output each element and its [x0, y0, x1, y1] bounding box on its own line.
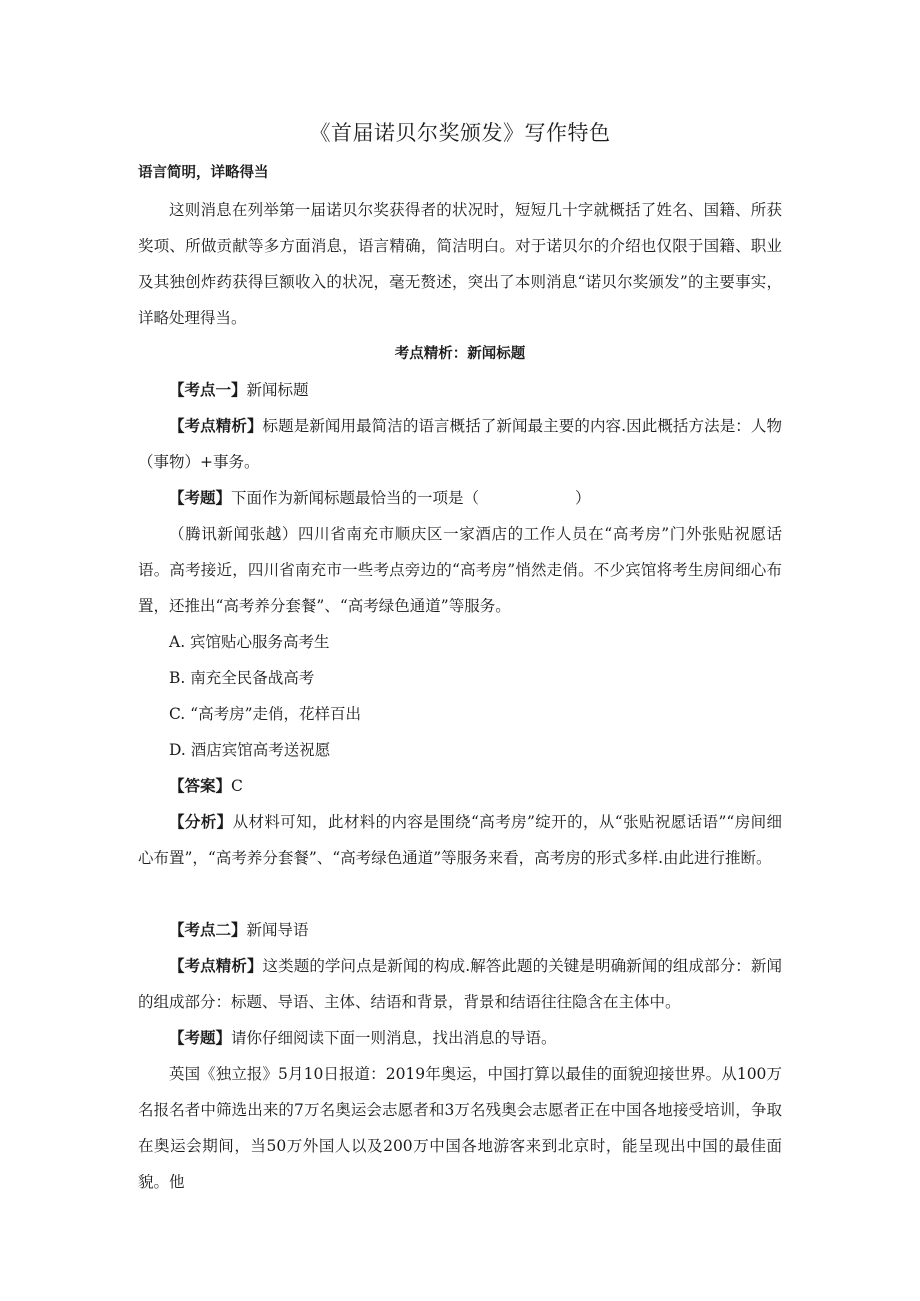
point2-analysis-text: 这类题的学问点是新闻的构成.解答此题的关键是明确新闻的组成部分：新闻的组成部分：标题、导语、主体、结语和背景，背景和结语往往隐含在主体中。	[138, 957, 782, 1011]
option-d: D. 酒店宾馆高考送祝愿	[169, 741, 331, 759]
question1-text-after: ）	[575, 489, 591, 507]
point2-line	[138, 912, 782, 948]
question1-line	[138, 480, 782, 516]
point1-bracket: 【考点一】	[169, 380, 247, 399]
question1-text-before: 下面作为新闻标题最恰当的一项是（	[231, 489, 480, 507]
point2-analysis-bracket: 【考点精析】	[169, 956, 263, 975]
question2-bracket: 【考题】	[169, 1028, 232, 1047]
analysis-text: 从材料可知，此材料的内容是围绕“高考房”绽开的，从“张贴祝愿话语”“房间细心布置”，“高考养分套餐”、“高考绿色通道”等服务来看，高考房的形式多样.由此进行推断。	[138, 813, 782, 867]
analysis-paragraph	[138, 804, 782, 876]
page-title: 《首届诺贝尔奖颁发》写作特色	[309, 121, 611, 145]
news2-paragraph: 英国《独立报》5月10日报道：2019年奥运，中国打算以最佳的面貌迎接世界。从100万名报名者中筛选出来的7万名奥运会志愿者和3万名残奥会志愿者正在中国各地接受培训，争取在奥运会期间，当50万外国人以及200万中国各地游客来到北京时，能呈现出中国的最佳面貌。他	[138, 1065, 782, 1191]
point1-text: 新闻标题	[246, 381, 309, 399]
answer-line	[138, 768, 782, 804]
point2-text: 新闻导语	[246, 921, 309, 939]
question2-line	[138, 1020, 782, 1056]
question1-bracket: 【考题】	[169, 488, 232, 507]
point2-bracket: 【考点二】	[169, 920, 247, 939]
point2-analysis	[138, 948, 782, 1020]
option-b: B. 南充全民备战高考	[169, 669, 315, 687]
answer-bracket: 【答案】	[169, 776, 232, 795]
intro-paragraph: 这则消息在列举第一届诺贝尔奖获得者的状况时，短短几十字就概括了姓名、国籍、所获奖项、所做贡献等多方面消息，语言精确，简洁明白。对于诺贝尔的介绍也仅限于国籍、职业及其独创炸药获得巨额收入的状况，毫无赘述，突出了本则消息“诺贝尔奖颁发”的主要事实，详略处理得当。	[138, 201, 782, 327]
point1-line	[138, 372, 782, 408]
news1-paragraph: （腾讯新闻张越）四川省南充市顺庆区一家酒店的工作人员在“高考房”门外张贴祝愿话语。高考接近，四川省南充市一些考点旁边的“高考房”悄然走俏。不少宾馆将考生房间细心布置，还推出“高考养分套餐”、“高考绿色通道”等服务。	[138, 525, 782, 615]
answer-text: C	[231, 777, 243, 795]
option-a: A. 宾馆贴心服务高考生	[169, 633, 330, 651]
section-heading: 语言简明，详略得当	[138, 165, 269, 181]
question2-text: 请你仔细阅读下面一则消息，找出消息的导语。	[231, 1029, 557, 1047]
analysis-bracket: 【分析】	[169, 812, 233, 831]
analysis-heading: 考点精析：新闻标题	[394, 346, 526, 362]
point1-analysis-text: 标题是新闻用最简洁的语言概括了新闻最主要的内容.因此概括方法是：人物（事物）+事务。	[138, 417, 782, 471]
point1-analysis-bracket: 【考点精析】	[169, 416, 263, 435]
option-c: C. “高考房”走俏，花样百出	[169, 705, 362, 723]
point1-analysis	[138, 408, 782, 480]
